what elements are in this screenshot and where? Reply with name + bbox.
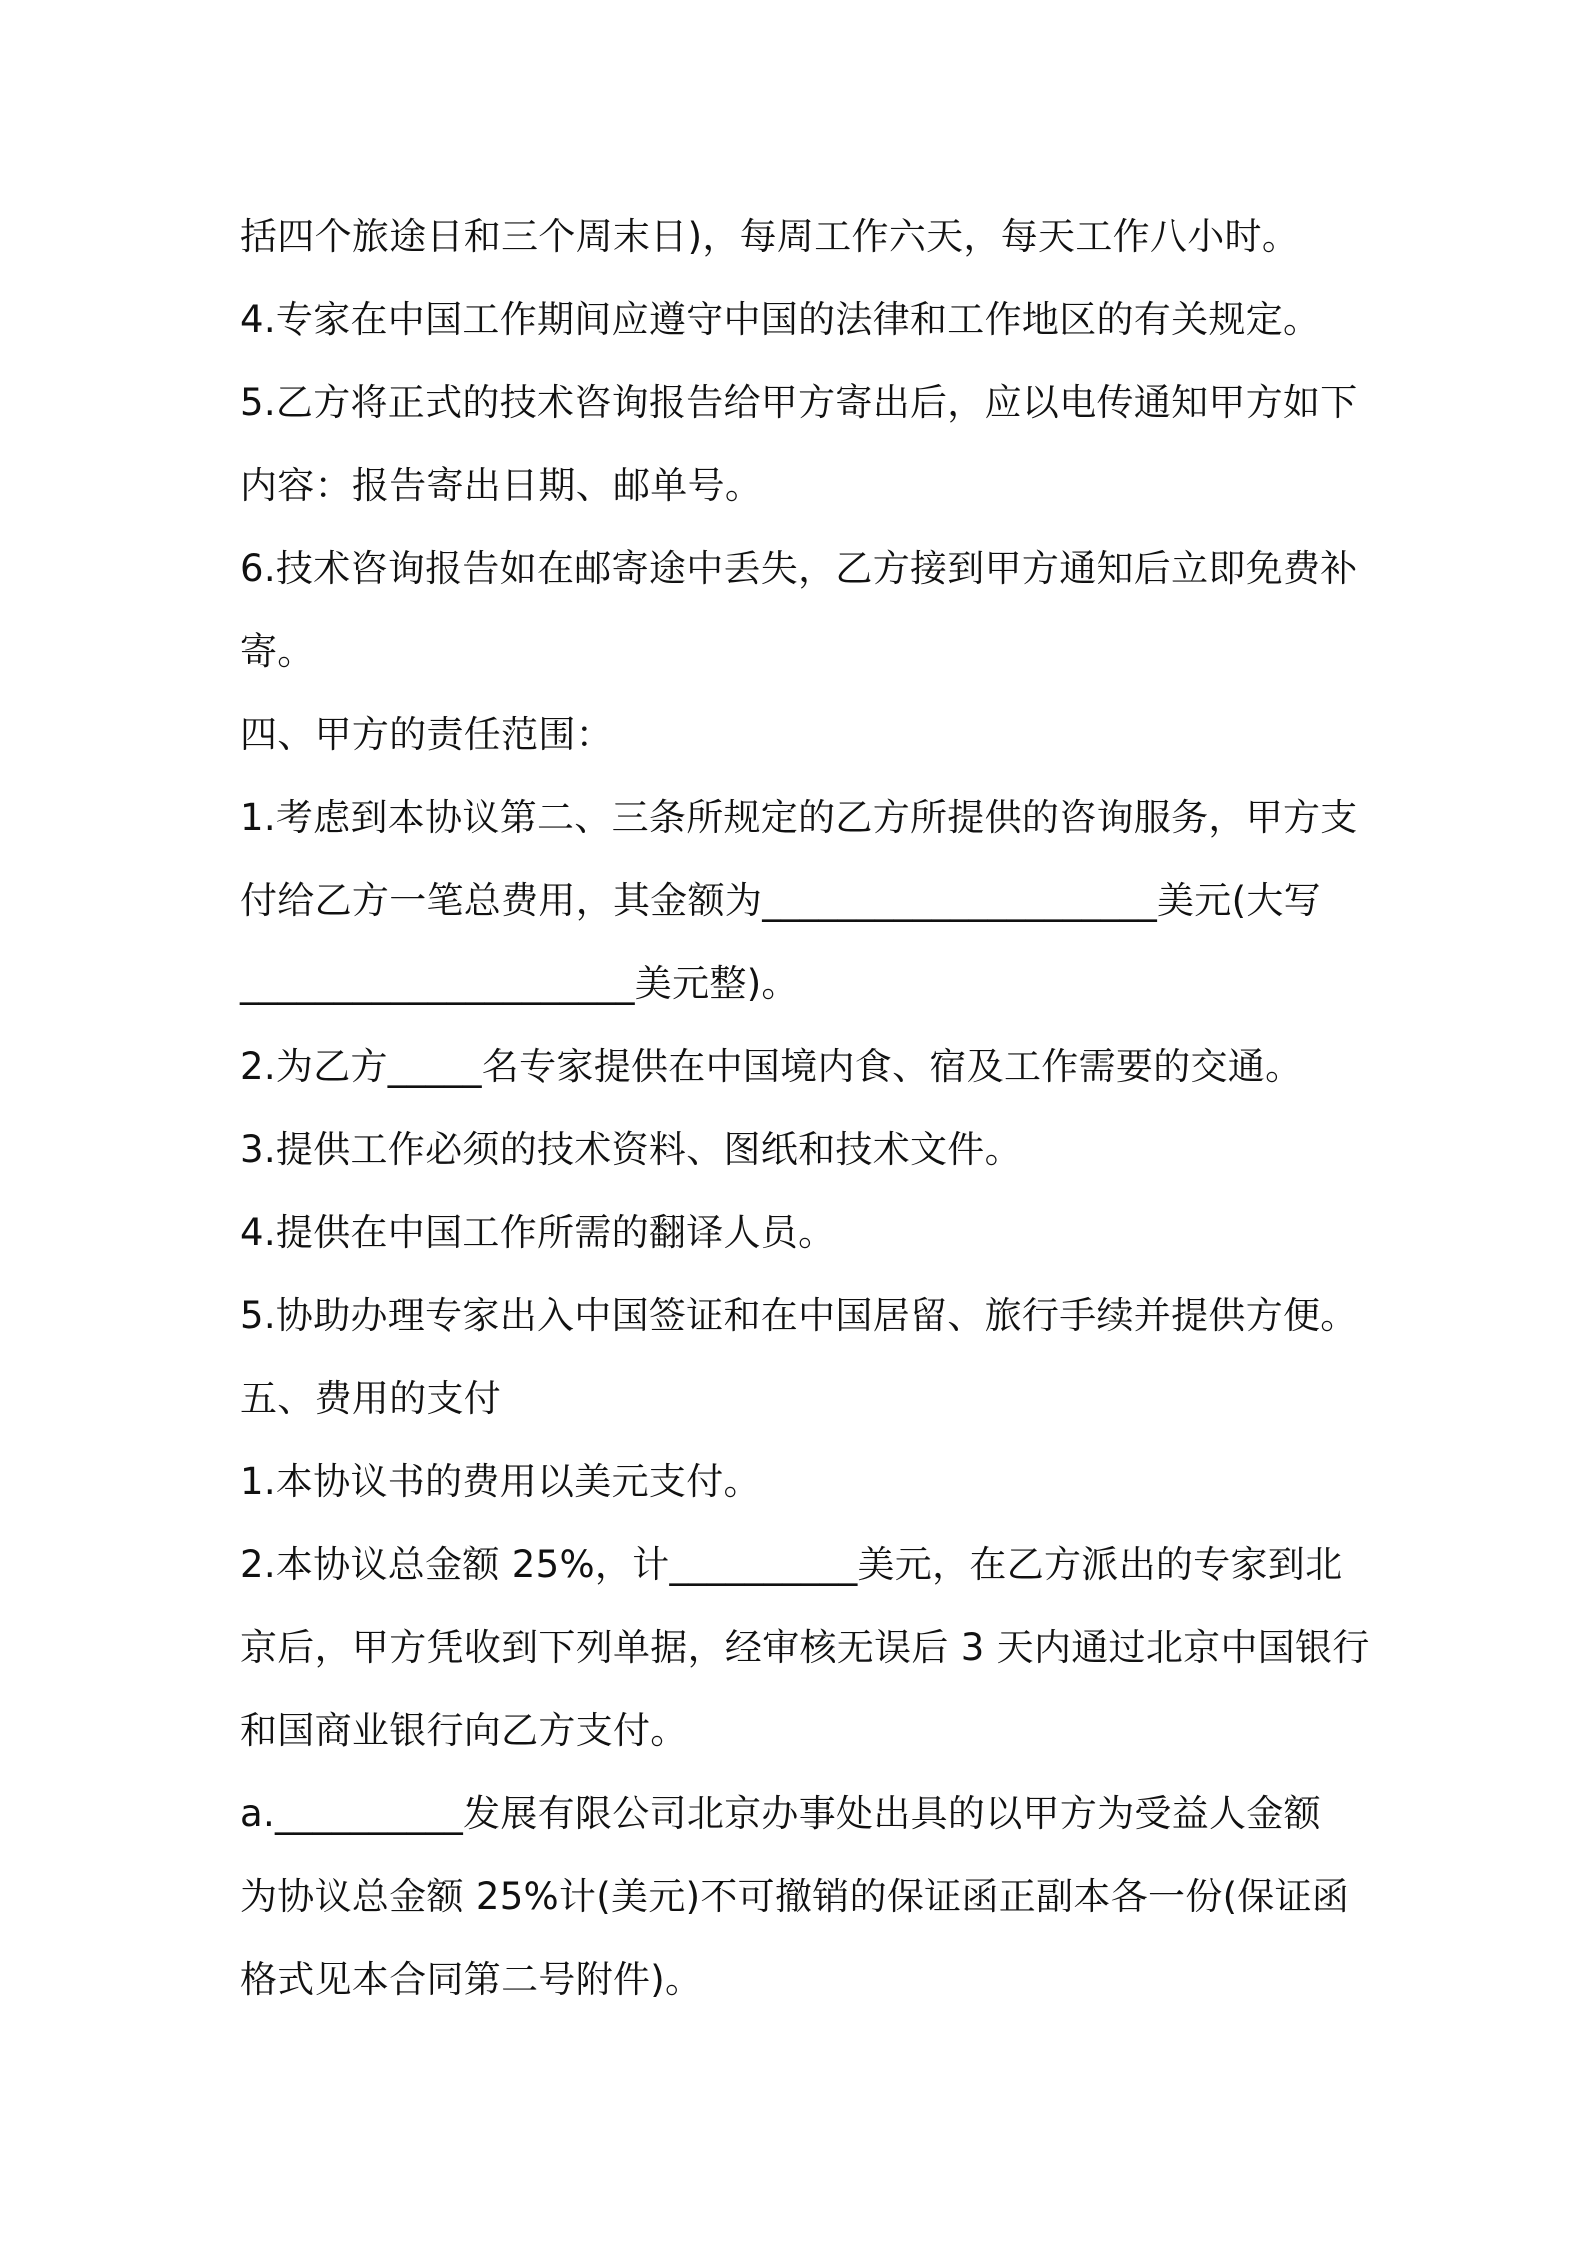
body-line: 1.本协议书的费用以美元支付。	[240, 1460, 761, 1503]
document-body	[240, 195, 1370, 2021]
body-line: 3.提供工作必须的技术资料、图纸和技术文件。	[240, 1128, 1022, 1171]
body-line: 5.协助办理专家出入中国签证和在中国居留、旅行手续并提供方便。	[240, 1294, 1358, 1337]
section-heading: 四、甲方的责任范围：	[240, 713, 613, 756]
body-line: 内容：报告寄出日期、邮单号。	[240, 464, 763, 507]
body-line: a.__________发展有限公司北京办事处出具的以甲方为受益人金额	[240, 1792, 1321, 1835]
body-line: _____________________美元整)。	[240, 962, 799, 1005]
body-line: 括四个旅途日和三个周末日)，每周工作六天，每天工作八小时。	[240, 215, 1300, 258]
section-heading: 五、费用的支付	[240, 1377, 502, 1420]
body-line: 5.乙方将正式的技术咨询报告给甲方寄出后，应以电传通知甲方如下	[240, 381, 1358, 424]
body-line: 1.考虑到本协议第二、三条所规定的乙方所提供的咨询服务，甲方支	[240, 796, 1358, 839]
body-line: 京后，甲方凭收到下列单据，经审核无误后 3 天内通过北京中国银行	[240, 1626, 1370, 1669]
body-line: 付给乙方一笔总费用，其金额为_____________________美元(大写	[240, 879, 1321, 922]
body-line: 4.提供在中国工作所需的翻译人员。	[240, 1211, 836, 1254]
body-line: 6.技术咨询报告如在邮寄途中丢失，乙方接到甲方通知后立即免费补	[240, 547, 1358, 590]
body-line: 和国商业银行向乙方支付。	[240, 1709, 688, 1752]
body-line: 为协议总金额 25%计(美元)不可撤销的保证函正副本各一份(保证函	[240, 1875, 1350, 1918]
body-line: 2.本协议总金额 25%，计__________美元，在乙方派出的专家到北	[240, 1543, 1343, 1586]
body-line: 2.为乙方_____名专家提供在中国境内食、宿及工作需要的交通。	[240, 1045, 1303, 1088]
body-line: 4.专家在中国工作期间应遵守中国的法律和工作地区的有关规定。	[240, 298, 1321, 341]
body-line: 寄。	[240, 630, 315, 673]
body-line: 格式见本合同第二号附件)。	[240, 1958, 703, 2001]
